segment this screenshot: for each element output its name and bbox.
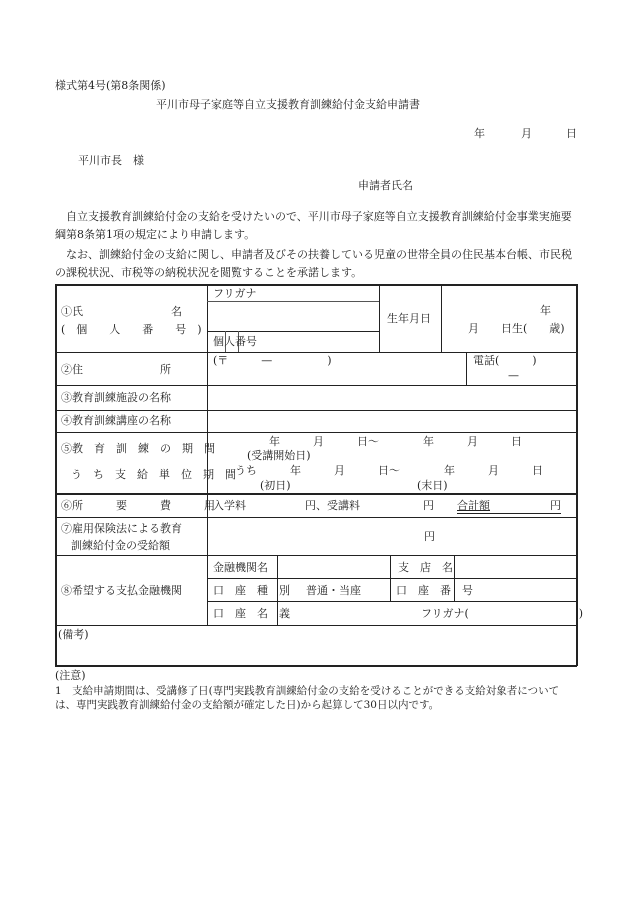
remarks-label: (備考) [58, 628, 89, 641]
account-number-label: 口 座 番 号 [396, 584, 473, 597]
individual-number-label: ( 個 人 番 号 ) [61, 323, 202, 336]
request-paragraph: 自立支援教育訓練給付金の支給を受けたいので、平川市母子家庭等自立支援教育訓練給付金事業実施要綱第8条第1項の規定により申請します。 [55, 210, 572, 241]
addressee: 平川市長 様 [78, 154, 144, 167]
row-divider [55, 385, 577, 386]
training-period-label: ⑤教 育 訓 練 の 期 間 [61, 442, 215, 455]
row-divider [55, 493, 577, 495]
dob-label: 生年月日 [387, 312, 431, 325]
account-holder-label: 口 座 名 義 [213, 607, 290, 620]
date-year-label: 年 [474, 127, 485, 140]
benefit-amount-label: 訓練給付金の受給額 [71, 539, 170, 552]
notes-heading: (注意) [55, 669, 86, 682]
phone-dash: — [508, 369, 519, 382]
first-day-note: (初日) [260, 479, 291, 492]
application-table [55, 284, 584, 666]
consent-paragraph: なお、訓練給付金の支給に関し、申請者及びその扶養している児童の世帯全員の住民基本台帳、市民税の課税状況、市税等の納税状況を閲覧することを承諾します。 [55, 248, 572, 279]
total-label: 合計額 [457, 499, 490, 512]
furigana-divider [207, 301, 379, 302]
benefit-yen: 円 [424, 530, 435, 543]
course-fee-label: 円、受講料 [305, 499, 360, 512]
bank-row-divider [207, 601, 577, 602]
bank-section-label: ⑧希望する支払金融機関 [61, 584, 182, 597]
dob-month-day-age: 月 日生( 歳) [468, 322, 565, 335]
last-day-note: (末日) [417, 479, 448, 492]
employment-insurance-label: ⑦雇用保険法による教育 [61, 522, 182, 535]
table-border-top [55, 284, 577, 286]
payment-unit-period-label: う ち 支 給 単 位 期 間 [71, 468, 236, 481]
required-cost-label: ⑥所 要 費 用 [61, 499, 215, 512]
account-type-label: 口 座 種 別 [213, 584, 290, 597]
row-divider [55, 555, 577, 556]
date-day-label: 日 [566, 127, 577, 140]
training-course-label: ④教育訓練講座の名称 [61, 414, 171, 427]
row-divider [55, 432, 577, 433]
mynumber-label: 個人番号 [213, 335, 257, 348]
form-number: 様式第4号(第8条関係) [55, 79, 166, 92]
total-yen: 円 [550, 499, 561, 512]
applicant-name-label: 申請者氏名 [358, 179, 413, 192]
training-period-dates: 年 月 日〜 年 月 日 [269, 435, 522, 448]
holder-furigana: フリガナ( ) [421, 607, 584, 620]
row-divider [55, 517, 577, 518]
bank-name-label: 金融機関名 [213, 561, 268, 574]
dob-year-label: 年 [540, 304, 551, 317]
dob-divider-right [441, 284, 442, 352]
furigana-label: フリガナ [213, 287, 257, 300]
table-border-bottom [55, 665, 577, 667]
training-facility-label: ③教育訓練施設の名称 [61, 391, 171, 404]
bank-col-divider [390, 555, 391, 601]
payment-unit-dates: うち 年 月 日〜 年 月 日 [235, 464, 543, 477]
phone-label: 電話( ) [473, 354, 537, 367]
form-title: 平川市母子家庭等自立支援教育訓練給付金支給申請書 [156, 98, 420, 111]
course-fee-yen: 円 [423, 499, 434, 512]
notes-item-1: 1 支給申請期間は、受講修了日(専門実践教育訓練給付金の支給を受けることができる支給対象者については、専門実践教育訓練給付金の支給額が確定した日)から起算して30日以内です。 [55, 685, 560, 711]
row-divider [55, 410, 577, 411]
account-type-value: 普通・当座 [306, 584, 361, 597]
bank-row-divider [207, 578, 577, 579]
table-border-left [55, 284, 57, 666]
entrance-fee-label: 入学料 [213, 499, 246, 512]
row-divider [55, 352, 577, 353]
postal-code-field: (〒 — ) [213, 354, 332, 367]
name-label: ①氏 名 [61, 305, 182, 318]
row-divider [55, 625, 577, 626]
branch-name-label: 支 店 名 [398, 561, 453, 574]
address-label: ②住 所 [61, 363, 171, 376]
total-underline [457, 513, 561, 514]
dob-divider-left [379, 284, 380, 352]
date-month-label: 月 [521, 127, 532, 140]
course-start-note: (受講開始日) [247, 449, 311, 462]
mynumber-divider [207, 331, 379, 332]
phone-divider [466, 352, 467, 385]
